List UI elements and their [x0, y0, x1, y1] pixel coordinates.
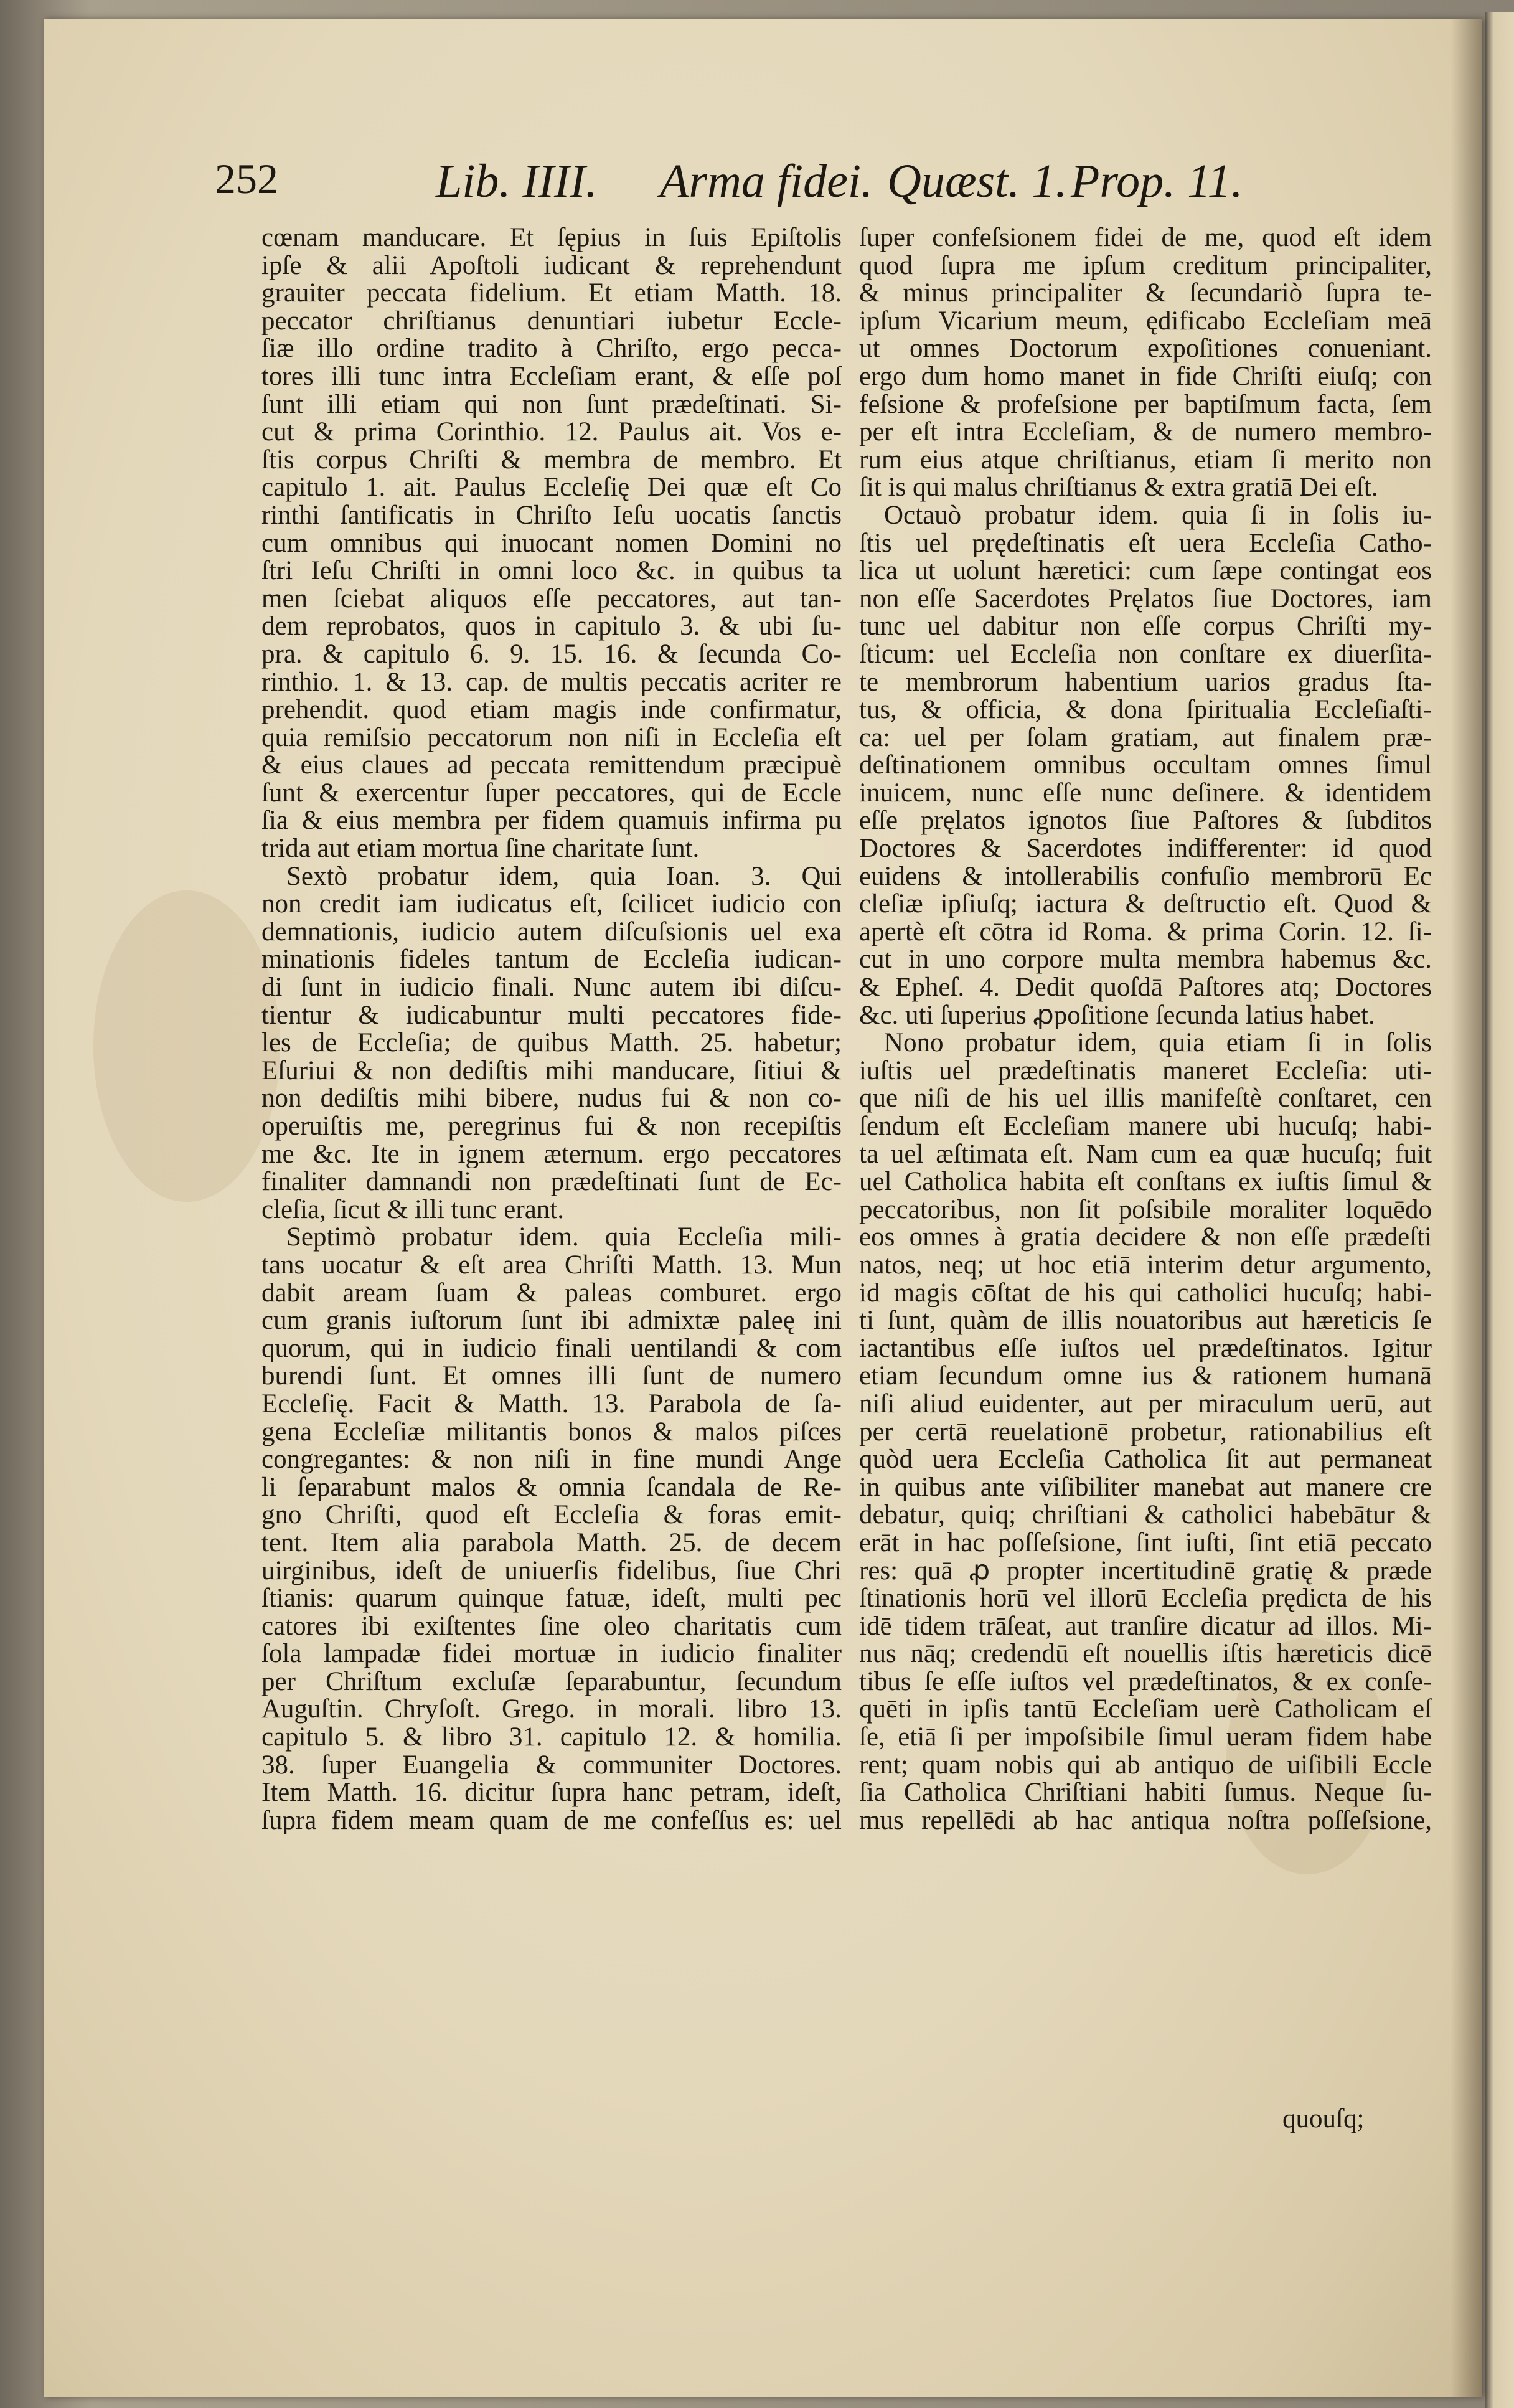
text-line: non dediſtis mihi bibere, nudus fui & non co-: [261, 1085, 842, 1113]
text-line: etiam ſecundum omne ius & rationem humanā: [859, 1362, 1432, 1391]
text-line: ſia & eius membra per fidem quamuis infirma pu: [261, 807, 842, 836]
catchword: quouſq;: [1282, 2104, 1365, 2133]
text-line: tent. Item alia parabola Matth. 25. de decem: [261, 1529, 842, 1557]
text-line: Septimò probatur idem. quia Eccleſia mili-: [286, 1224, 842, 1252]
text-line: ſuper confeſsionem fidei de me, quod eſt idem: [859, 224, 1432, 252]
text-line: men ſciebat aliquos eſſe peccatores, aut tan-: [261, 585, 842, 613]
paper-stain: [93, 890, 280, 1202]
text-line: Sextò probatur idem, quia Ioan. 3. Qui: [286, 862, 842, 891]
text-line: mus repellēdi ab hac antiqua noſtra poſſeſsione,: [859, 1806, 1432, 1835]
text-line: ca: uel per ſolam gratiam, aut finalem præ-: [859, 724, 1432, 752]
text-line: & Epheſ. 4. Dedit quoſdā Paſtores atq; Doctores: [859, 974, 1432, 1002]
text-line: ſtinationis horū vel illorū Eccleſia prędicta de his: [859, 1585, 1432, 1613]
text-line: peccatoribus, non ſit poſsibile moraliter loquēdo: [859, 1196, 1432, 1224]
text-line: Octauò probatur idem. quia ſi in ſolis iu-: [884, 501, 1432, 530]
text-line: capitulo 5. & libro 31. capitulo 12. & homilia.: [261, 1724, 842, 1752]
text-line: natos, neq; ut hoc etiā interim detur argumento,: [859, 1251, 1432, 1280]
text-line: &c. uti ſuperius ꝓpoſitione ſecunda latius habet.: [859, 1001, 1375, 1030]
text-line: ergo dum homo manet in fide Chriſti eiuſq; con: [859, 362, 1432, 391]
text-line: rum eius atque chriſtianus, etiam ſi merito non: [859, 446, 1432, 475]
text-line: burendi ſunt. Et omnes illi ſunt de numero: [261, 1362, 842, 1391]
text-line: iactantibus eſſe iuſtos uel prædeſtinatos. Igitur: [859, 1334, 1432, 1363]
text-line: tunc uel dabitur non eſſe corpus Chriſti my-: [859, 613, 1432, 641]
text-line: tores illi tunc intra Eccleſiam erant, & eſſe poſ: [261, 362, 842, 391]
text-line: ſtis corpus Chriſti & membra de membro. Et: [261, 446, 842, 475]
text-line: id magis cōſtat de his qui catholici hucuſq; habi-: [859, 1279, 1432, 1308]
text-line: ſunt illi etiam qui non ſunt prædeſtinati. Si-: [261, 390, 842, 419]
text-line: que niſi de his uel illis manifeſtè conſtaret, cen: [859, 1085, 1432, 1113]
text-line: trida aut etiam mortua ſine charitate ſunt.: [261, 835, 700, 863]
book-number: Lib. IIII.: [436, 155, 598, 207]
text-line: catores ibi exiſtentes ſine oleo charitatis cum: [261, 1612, 842, 1641]
text-line: te membrorum habentium uarios gradus ſta-: [859, 668, 1432, 697]
text-line: tus, & officia, & dona ſpiritualia Eccleſiaſti-: [859, 696, 1432, 724]
text-line: uel Catholica habita eſt conſtans ex iuſtis ſimul &: [859, 1168, 1432, 1196]
text-line: dem reprobatos, quos in capitulo 3. & ubi ſu-: [261, 613, 842, 641]
text-line: 38. ſuper Euangelia & communiter Doctores.: [261, 1751, 842, 1780]
text-line: erāt in hac poſſeſsione, ſint iuſti, ſint etiā peccato: [859, 1529, 1432, 1557]
text-line: ſtis uel prędeſtinatis eſt uera Eccleſia Catho-: [859, 529, 1432, 558]
text-line: Nono probatur idem, quia etiam ſi in ſolis: [884, 1029, 1432, 1057]
text-line: prehendit. quod etiam magis inde confirmatur,: [261, 696, 842, 724]
text-line: non credit iam iudicatus eſt, ſcilicet iudicio con: [261, 890, 842, 918]
text-line: demnationis, iudicio autem diſcuſsionis uel exa: [261, 918, 842, 947]
text-line: Item Matth. 16. dicitur ſupra hanc petram, ideſt,: [261, 1779, 842, 1807]
text-line: in quibus ante viſibiliter manebat aut manere cre: [859, 1473, 1432, 1502]
text-line: ſtri Ieſu Chriſti in omni loco &c. in quibus ta: [261, 557, 842, 585]
text-line: congregantes: & non niſi in fine mundi Ange: [261, 1446, 842, 1474]
text-line: uirginibus, ideſt de uniuerſis fidelibus, ſiue Chri: [261, 1557, 842, 1585]
text-line: cleſia, ſicut & illi tunc erant.: [261, 1196, 564, 1224]
text-line: nus nāq; credendū eſt nouellis iſtis hæreticis dicē: [859, 1640, 1432, 1668]
text-line: capitulo 1. ait. Paulus Eccleſię Dei quæ eſt Co: [261, 474, 842, 502]
text-line: ipſe & alii Apoſtoli iudicant & reprehendunt: [261, 252, 842, 280]
work-title: Arma fidei.: [660, 155, 873, 207]
text-line: ſit is qui malus chriſtianus & extra gratiā Dei eſt.: [859, 474, 1378, 502]
text-line: per Chriſtum excluſæ ſeparabuntur, ſecundum: [261, 1668, 842, 1696]
text-line: quēti in ipſis tantū Eccleſiam uerè Catholicam eſ: [859, 1696, 1432, 1724]
text-line: finaliter damnandi non prædeſtinati ſunt de Ec-: [261, 1168, 842, 1196]
text-line: Doctores & Sacerdotes indifferenter: id quod: [859, 835, 1432, 863]
next-page-edge: [1485, 12, 1514, 2408]
propositio-label: Prop. 11.: [1071, 155, 1243, 207]
text-line: per eſt intra Eccleſiam, & de numero membro-: [859, 418, 1432, 446]
quaestio-label: Quæst. 1.: [887, 155, 1068, 207]
text-line: grauiter peccata fidelium. Et etiam Matth. 18.: [261, 280, 842, 308]
text-line: quorum, qui in iudicio finali uentilandi & com: [261, 1334, 842, 1363]
text-line: idē tidem trāſeat, aut tranſire dicatur ad illos. Mi-: [859, 1612, 1432, 1641]
text-line: cœnam manducare. Et ſępius in ſuis Epiſtolis: [261, 224, 842, 252]
text-line: deſtinationem omnibus occultam omnes ſimul: [859, 752, 1432, 780]
text-line: debatur, quiq; chriſtiani & catholici habebātur &: [859, 1501, 1432, 1529]
text-line: Eſuriui & non dediſtis mihi manducare, ſitiui &: [261, 1057, 842, 1085]
text-line: ſia Catholica Chriſtiani habiti ſumus. Neque ſu-: [859, 1779, 1432, 1807]
text-line: ſticum: uel Eccleſia non conſtare ex diuerſita-: [859, 640, 1432, 669]
text-line: rinthi ſantificatis in Chriſto Ieſu uocatis ſanctis: [261, 501, 842, 530]
text-line: pra. & capitulo 6. 9. 15. 16. & ſecunda Co-: [261, 640, 842, 669]
text-line: cut & prima Corinthio. 12. Paulus ait. Vos e-: [261, 418, 842, 446]
text-line: rent; quam nobis qui ab antiquo de uiſibili Eccle: [859, 1751, 1432, 1780]
text-line: eſſe pręlatos ignotos ſiue Paſtores & ſubditos: [859, 807, 1432, 836]
text-line: non eſſe Sacerdotes Pręlatos ſiue Doctores, iam: [859, 585, 1432, 613]
text-line: gno Chriſti, quod eſt Eccleſia & foras emit-: [261, 1501, 842, 1529]
text-line: quòd uera Eccleſia Catholica ſit aut permaneat: [859, 1446, 1432, 1474]
text-line: ta uel æſtimata eſt. Nam cum ea quæ hucuſq; fuit: [859, 1140, 1432, 1169]
text-line: ſtianis: quarum quinque fatuæ, ideſt, multi pec: [261, 1585, 842, 1613]
text-line: ti ſunt, quàm de illis nouatoribus aut hæreticis ſe: [859, 1307, 1432, 1335]
text-line: inuicem, nunc eſſe nunc deſinere. & identidem: [859, 779, 1432, 808]
text-line: ſunt & exercentur ſuper peccatores, qui de Eccle: [261, 779, 842, 808]
text-line: ſupra fidem meam quam de me confeſſus es: uel: [261, 1806, 842, 1835]
text-line: cut in uno corpore multa membra habemus &c.: [859, 946, 1432, 975]
text-line: apertè eſt cōtra id Roma. & prima Corin. 12. ſi-: [859, 918, 1432, 947]
text-line: quia remiſsio peccatorum non niſi in Eccleſia eſt: [261, 724, 842, 752]
text-line: cleſiæ ipſiuſq; iactura & deſtructio eſt. Quod &: [859, 890, 1432, 918]
text-line: li ſeparabunt malos & omnia ſcandala de Re-: [261, 1473, 842, 1502]
text-line: ipſum Vicarium meum, ędificabo Eccleſiam meā: [859, 307, 1432, 336]
right-text-column: [859, 224, 1432, 1834]
text-line: me &c. Ite in ignem æternum. ergo peccatores: [261, 1140, 842, 1169]
text-line: lica ut uolunt hæretici: cum ſæpe contingat eos: [859, 557, 1432, 585]
text-line: minationis fideles tantum de Eccleſia iudican-: [261, 946, 842, 975]
text-line: eos omnes à gratia decidere & non eſſe prædeſti: [859, 1224, 1432, 1252]
left-text-column: [261, 224, 842, 1834]
text-line: feſsione & profeſsione per baptiſmum facta, ſem: [859, 390, 1432, 419]
text-line: peccator chriſtianus denuntiari iubetur Eccle-: [261, 307, 842, 336]
text-line: tans uocatur & eſt area Chriſti Matth. 13. Mun: [261, 1251, 842, 1280]
text-line: niſi aliud euidenter, aut per miraculum uerū, aut: [859, 1390, 1432, 1419]
text-line: & minus principaliter & ſecundariò ſupra te-: [859, 280, 1432, 308]
text-line: tibus ſe eſſe iuſtos vel prædeſtinatos, & ex conſe-: [859, 1668, 1432, 1696]
text-line: euidens & intollerabilis confuſio membrorū Ec: [859, 862, 1432, 891]
text-line: Eccleſię. Facit & Matth. 13. Parabola de ſa-: [261, 1390, 842, 1419]
text-line: ſola lampadæ fidei mortuæ in iudicio finaliter: [261, 1640, 842, 1668]
text-line: ſe, etiā ſi per impoſsibile ſimul ueram fidem habe: [859, 1724, 1432, 1752]
text-line: & eius claues ad peccata remittendum præcipuè: [261, 752, 842, 780]
text-line: operuiſtis me, peregrinus fui & non recepiſtis: [261, 1113, 842, 1141]
text-line: Auguſtin. Chryſoſt. Grego. in morali. libro 13.: [261, 1696, 842, 1724]
text-line: tientur & iudicabuntur multi peccatores fide-: [261, 1001, 842, 1030]
text-line: cum omnibus qui inuocant nomen Domini no: [261, 529, 842, 558]
text-line: iuſtis uel prædeſtinatis maneret Eccleſia: uti-: [859, 1057, 1432, 1085]
text-line: ut omnes Doctorum expoſitiones conueniant.: [859, 335, 1432, 363]
running-head: [215, 154, 1410, 217]
page-number: 252: [215, 155, 278, 202]
text-line: cum granis iuſtorum ſunt ibi admixtæ paleę ini: [261, 1307, 842, 1335]
text-line: per certā reuelationē probetur, rationabilius eſt: [859, 1418, 1432, 1447]
text-line: rinthio. 1. & 13. cap. de multis peccatis acriter re: [261, 668, 842, 697]
text-line: res: quā ꝓ propter incertitudinē gratię & præde: [859, 1557, 1432, 1585]
text-line: ſiæ illo ordine tradito à Chriſto, ergo pecca-: [261, 335, 842, 363]
text-line: di ſunt in iudicio finali. Nunc autem ibi diſcu-: [261, 974, 842, 1002]
text-line: les de Eccleſia; de quibus Matth. 25. habetur;: [261, 1029, 842, 1057]
text-line: ſendum eſt Eccleſiam manere ubi hucuſq; habi-: [859, 1113, 1432, 1141]
page-gutter-shadow: [1451, 19, 1482, 2397]
text-line: quod ſupra me ipſum creditum principaliter,: [859, 252, 1432, 280]
text-line: dabit aream ſuam & paleas comburet. ergo: [261, 1279, 842, 1308]
text-line: gena Eccleſiæ militantis bonos & malos piſces: [261, 1418, 842, 1447]
